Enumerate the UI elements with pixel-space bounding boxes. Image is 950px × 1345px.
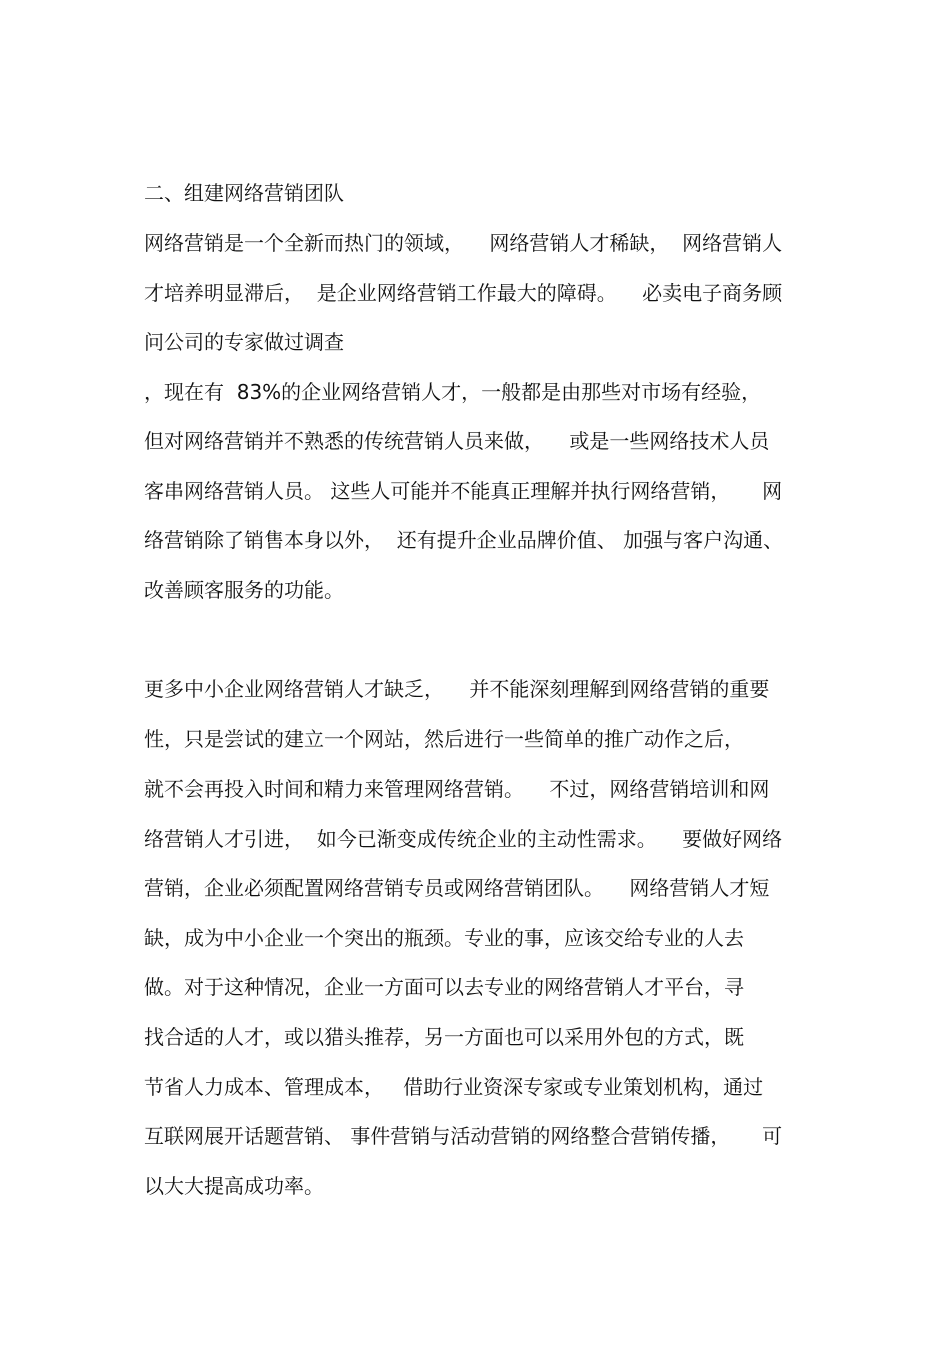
paragraph-line: 缺，成为中小企业一个突出的瓶颈。专业的事，应该交给专业的人去 <box>144 926 744 950</box>
paragraph-line: 改善顾客服务的功能。 <box>144 578 344 602</box>
paragraph-line: 性，只是尝试的建立一个网站，然后进行一些简单的推广动作之后， <box>144 727 744 751</box>
paragraph-line: 以大大提高成功率。 <box>144 1174 324 1198</box>
paragraph-line: 网络营销是一个全新而热门的领域， 网络营销人才稀缺， 网络营销人 <box>144 231 783 255</box>
paragraph-line: 络营销除了销售本身以外， 还有提升企业品牌价值、 加强与客户沟通、 <box>144 528 784 552</box>
paragraph-line: 做。对于这种情况，企业一方面可以去专业的网络营销人才平台，寻 <box>144 975 744 999</box>
paragraph-line: 但对网络营销并不熟悉的传统营销人员来做， 或是一些网络技术人员 <box>144 429 770 453</box>
paragraph-line: 络营销人才引进， 如今已渐变成传统企业的主动性需求。 要做好网络 <box>144 827 783 851</box>
paragraph-line: 客串网络营销人员。 这些人可能并不能真正理解并执行网络营销， 网 <box>144 479 783 503</box>
paragraph-line: 就不会再投入时间和精力来管理网络营销。 不过，网络营销培训和网 <box>144 777 770 801</box>
section-heading: 二、组建网络营销团队 <box>144 181 344 205</box>
paragraph-line: 才培养明显滞后， 是企业网络营销工作最大的障碍。 必卖电子商务顾 <box>144 281 783 305</box>
paragraph-line: 找合适的人才，或以猎头推荐，另一方面也可以采用外包的方式，既 <box>144 1025 744 1049</box>
paragraph-line: 节省人力成本、管理成本， 借助行业资深专家或专业策划机构，通过 <box>144 1075 764 1099</box>
paragraph-line: 营销，企业必须配置网络营销专员或网络营销团队。 网络营销人才短 <box>144 876 770 900</box>
paragraph-line: 更多中小企业网络营销人才缺乏， 并不能深刻理解到网络营销的重要 <box>144 677 770 701</box>
paragraph-line: ，现在有 83%的企业网络营销人才，一般都是由那些对市场有经验， <box>144 380 762 404</box>
paragraph-line: 互联网展开话题营销、 事件营销与活动营销的网络整合营销传播， 可 <box>144 1124 783 1148</box>
paragraph-line: 问公司的专家做过调查 <box>144 330 344 354</box>
